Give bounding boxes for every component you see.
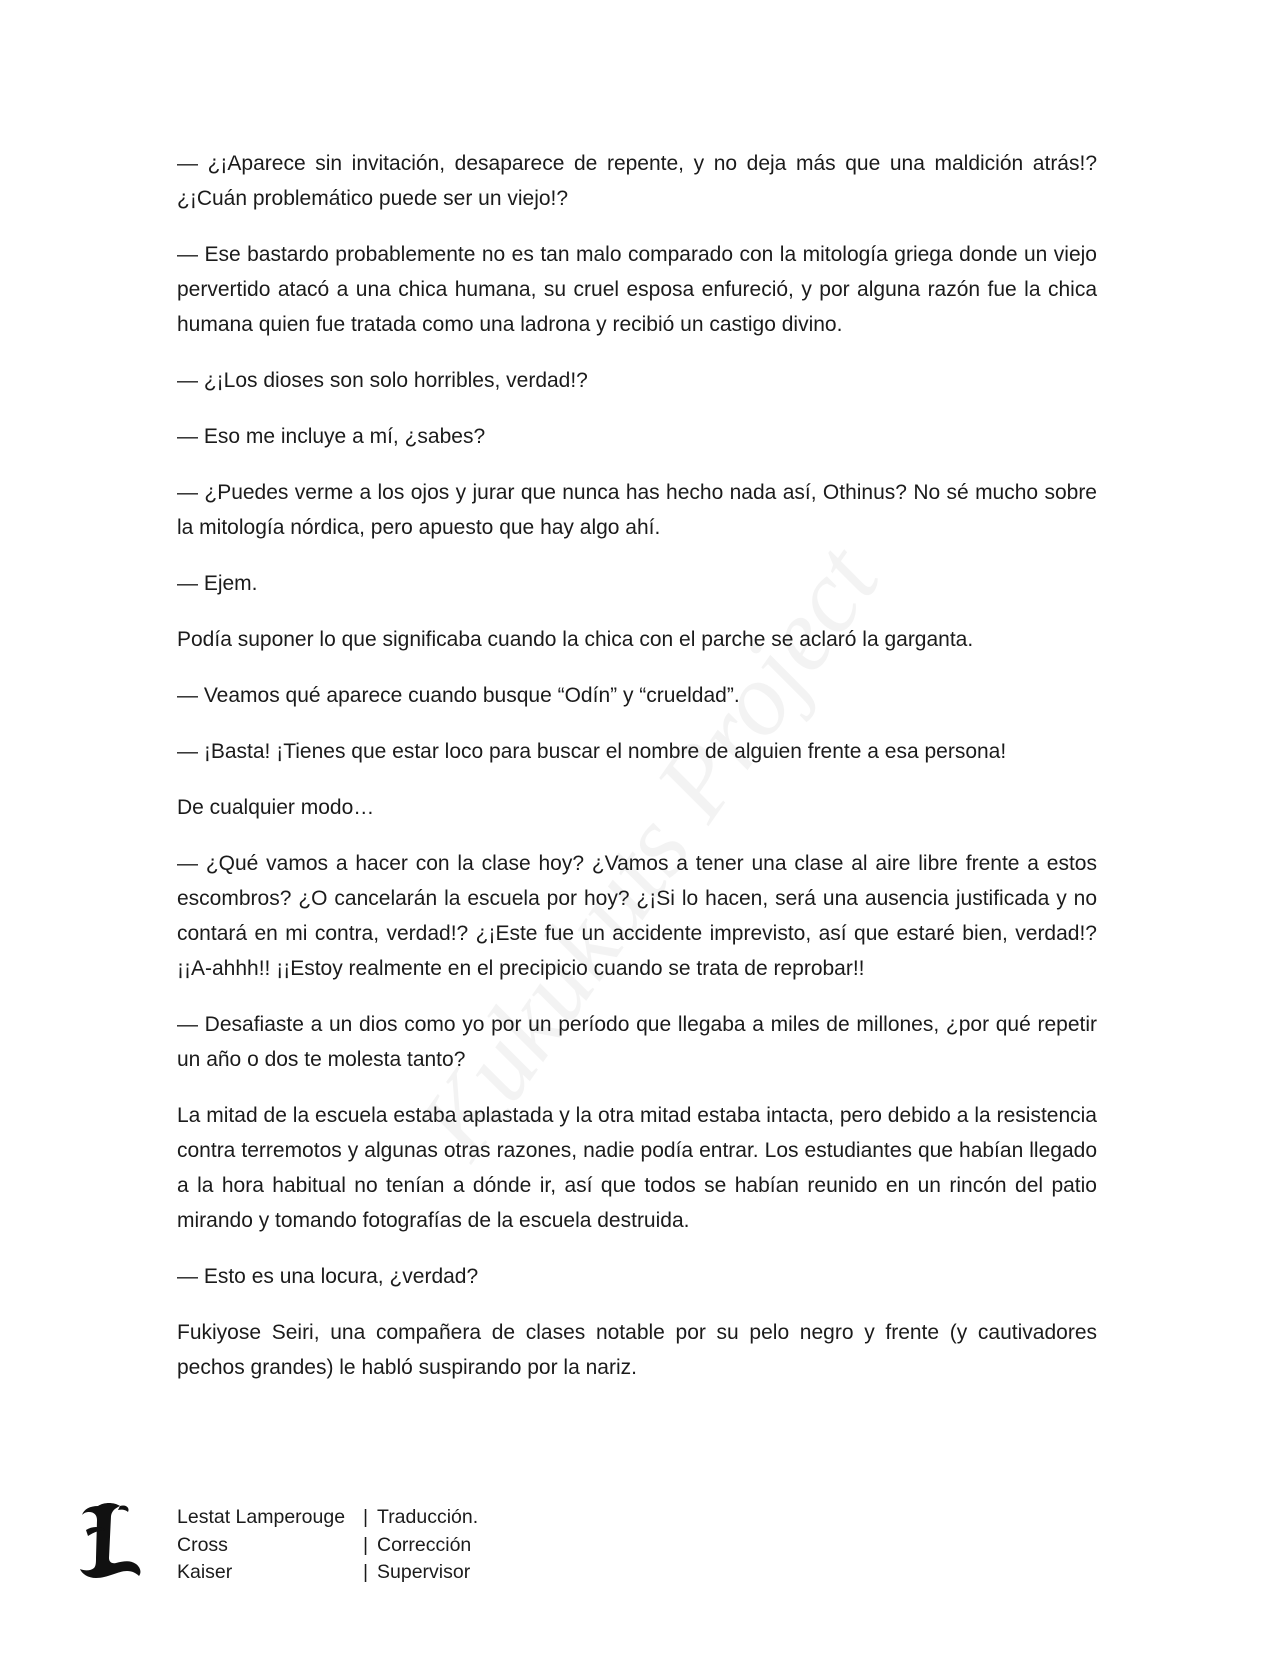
- credits-footer: [76, 1500, 676, 1600]
- paragraph: — ¿Puedes verme a los ojos y jurar que nunca has hecho nada así, Othinus? No sé mucho sobre la mitología nórdica, pero apuesto que hay algo ahí.: [177, 481, 1097, 539]
- credit-separator: |: [363, 1533, 369, 1556]
- paragraph: — Eso me incluye a mí, ¿sabes?: [177, 425, 486, 448]
- credit-row: [177, 1504, 478, 1532]
- credit-name: Kaiser: [177, 1561, 233, 1583]
- paragraph: — ¿¡Aparece sin invitación, desaparece de repente, y no deja más que una maldición atrás!? ¿¡Cuán problemático puede ser un viejo!?: [177, 152, 1097, 210]
- credit-name: Cross: [177, 1533, 228, 1556]
- paragraph: De cualquier modo…: [177, 796, 375, 819]
- paragraph: — Veamos qué aparece cuando busque “Odín” y “crueldad”.: [177, 684, 740, 707]
- paragraph: La mitad de la escuela estaba aplastada y la otra mitad estaba intacta, pero debido a la resistencia contra terremotos y algunas otras razones, nadie podía entrar. Los estudiantes que habían llegado a la hora habitual no tenían a dónde ir, así que todos se habían reunido en un rincón del patio mirando y tomando fotografías de la escuela destruida.: [177, 1104, 1097, 1232]
- paragraph: — Desafiaste a un dios como yo por un período que llegaba a miles de millones, ¿por qué repetir un año o dos te molesta tanto?: [177, 1013, 1097, 1071]
- credits-list: [177, 1504, 478, 1587]
- credit-separator: |: [363, 1506, 369, 1528]
- paragraph: — Esto es una locura, ¿verdad?: [177, 1265, 479, 1288]
- paragraph: — Ese bastardo probablemente no es tan malo comparado con la mitología griega donde un viejo pervertido atacó a una chica humana, su cruel esposa enfureció, y por alguna razón fue la chica humana quien fue tratada como una ladrona y recibió un castigo divino.: [177, 243, 1097, 336]
- paragraph: — ¿Qué vamos a hacer con la clase hoy? ¿Vamos a tener una clase al aire libre frente a estos escombros? ¿O cancelarán la escuela por hoy? ¿¡Si lo hacen, será una ausencia justificada y no contará en mi contra, verdad!? ¿¡Este fue un accidente imprevisto, así que estaré bien, verdad!? ¡¡A-ahhh!! ¡¡Estoy realmente en el precipicio cuando se trata de reprobar!!: [177, 852, 1097, 980]
- credit-separator: |: [363, 1561, 369, 1583]
- paragraph: — ¿¡Los dioses son solo horribles, verdad!?: [177, 369, 588, 392]
- credit-role: Supervisor: [377, 1561, 471, 1583]
- credit-row: [177, 1559, 478, 1587]
- credit-row: [177, 1532, 478, 1560]
- paragraph: — Ejem.: [177, 572, 258, 595]
- paragraph: Fukiyose Seiri, una compañera de clases notable por su pelo negro y frente (y cautivadores pechos grandes) le habló suspirando por la nariz.: [177, 1321, 1097, 1379]
- body-text: [177, 146, 1097, 1406]
- paragraph: — ¡Basta! ¡Tienes que estar loco para buscar el nombre de alguien frente a esa persona!: [177, 740, 1007, 763]
- paragraph: Podía suponer lo que significaba cuando la chica con el parche se aclaró la garganta.: [177, 628, 974, 651]
- credit-name: Lestat Lamperouge: [177, 1506, 346, 1528]
- credit-role: Corrección: [377, 1533, 472, 1556]
- credit-role: Traducción.: [377, 1506, 479, 1528]
- gothic-letter-l-logo-icon: [76, 1500, 144, 1582]
